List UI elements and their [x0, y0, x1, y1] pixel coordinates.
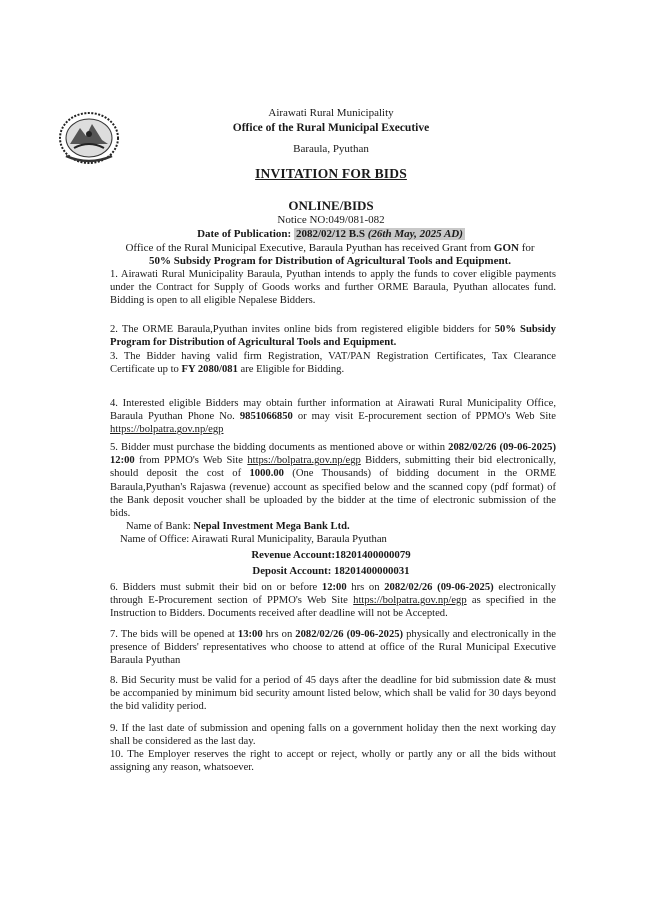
- p5-c: Bidders, submitting their bid electronically, should deposit the cost of: [110, 455, 556, 480]
- p6-c: electronically through E-Procurement section of PPMO's Web Site: [110, 582, 556, 607]
- p4-url-link[interactable]: https://bolpatra.gov.np/egp: [110, 424, 224, 436]
- publication-date-bs: 2082/02/12 B.S: [295, 228, 366, 240]
- intro-paragraph: [100, 242, 560, 268]
- p6-date: 2082/02/26 (09-06-2025): [384, 582, 494, 593]
- p6-b: hrs on: [346, 582, 385, 593]
- publication-date: [0, 228, 662, 240]
- p7-time: 13:00: [237, 629, 263, 640]
- p5-b: from PPMO's Web Site: [134, 455, 248, 467]
- publication-date-ad: (26th May, 2025 AD): [367, 228, 463, 240]
- p3-fy: FY 2080/081: [181, 364, 238, 376]
- p6-d: as specified in the Instruction to Bidders. Documents received after deadline will not be Accepted.: [110, 595, 556, 620]
- paragraph-6: [110, 581, 556, 621]
- p2-text: 2. The ORME Baraula,Pyuthan invites online bids from registered eligible bidders for: [110, 324, 495, 335]
- p7-a: 7. The bids will be opened at: [110, 629, 238, 640]
- notice-number: Notice NO:049/081-082: [277, 214, 385, 226]
- office-location: Baraula, Pyuthan: [293, 143, 369, 155]
- intro-text: Office of the Rural Municipal Executive, Baraula Pyuthan has received Grant from: [125, 242, 494, 254]
- p3-tail: are Eligible for Bidding.: [237, 364, 345, 376]
- paragraph-3: [110, 350, 556, 376]
- bank-name-value: Nepal Investment Mega Bank Ltd.: [193, 521, 350, 532]
- office-name: Office of the Rural Municipal Executive: [232, 122, 430, 134]
- p5-a: 5. Bidder must purchase the bidding documents as mentioned above or within: [110, 442, 449, 453]
- p6-a: 6. Bidders must submit their bid on or before: [110, 582, 322, 593]
- page-title: INVITATION FOR BIDS: [255, 166, 407, 181]
- p4-mid: or may visit E-procurement section of PPMO's Web Site: [292, 411, 557, 423]
- intro-for: for: [518, 242, 535, 254]
- paragraph-1: 1. Airawati Rural Municipality Baraula, Pyuthan intends to apply the funds to cover eligible payments under the Contract for Supply of Goods works and further ORME Baraula, Pyuthan allocates fund. Bidding is open to all eligible Nepalese Bidders.: [110, 269, 556, 307]
- p5-cost: 1000.00: [249, 468, 284, 480]
- p6-time: 12:00: [321, 582, 347, 593]
- p7-c: physically and electronically in the presence of Bidders' representatives who choose to attend at office of the Rural Municipal Executive Baraula Pyuthan: [110, 629, 556, 667]
- paragraph-2: [110, 323, 556, 349]
- p4-phone: 9851066850: [239, 411, 293, 423]
- office-account-name: [120, 533, 387, 546]
- p5-d: (One Thousands) of bidding document in the ORME Baraula,Pyuthan's Rajaswa (revenue) account as specified below and the scanned copy (pdf format) of the Bank deposit voucher shall be uploaded by the bidder at the time of electronic submission of the bids.: [110, 468, 556, 520]
- paragraph-9: 9. If the last date of submission and opening falls on a government holiday then the next working day shall be considered as the last day.: [110, 723, 556, 748]
- paragraph-5: [110, 441, 556, 520]
- deposit-account: Deposit Account: 18201400000031: [252, 565, 410, 577]
- publication-label: Date of Publication:: [197, 228, 292, 240]
- p4-text: 4. Interested eligible Bidders may obtain further information at Airawati Rural Municipality Office, Baraula Pyuthan Phone No.: [110, 398, 556, 423]
- p5-url-link[interactable]: https://bolpatra.gov.np/egp: [247, 455, 361, 467]
- paragraph-8: 8. Bid Security must be valid for a period of 45 days after the deadline for bid submission date & must be accompanied by minimum bid security amount listed below, which shall be valid for 30 days beyond the bid validity period.: [110, 675, 556, 713]
- municipality-name: Airawati Rural Municipality: [268, 107, 394, 119]
- intro-funder: GON: [493, 242, 519, 254]
- paragraph-4: [110, 397, 556, 437]
- revenue-account: Revenue Account:18201400000079: [251, 549, 411, 561]
- office-value: Airawati Rural Municipality, Baraula Pyuthan: [191, 534, 387, 545]
- p6-url-link[interactable]: https://bolpatra.gov.np/egp: [353, 595, 467, 607]
- publication-date-highlight: [294, 228, 465, 240]
- p7-date: 2082/02/26 (09-06-2025): [295, 629, 404, 640]
- paragraph-10: 10. The Employer reserves the right to accept or reject, wholly or partly any or all the bids without assigning any reason, whatsoever.: [110, 749, 556, 774]
- office-label: Name of Office:: [120, 534, 192, 545]
- p5-deadline: 2082/02/26 (09-06-2025) 12:00: [110, 442, 556, 467]
- p3-text: 3. The Bidder having valid firm Registration, VAT/PAN Registration Certificates, Tax Clearance Certificate up to: [110, 351, 556, 376]
- p7-b: hrs on: [262, 629, 296, 640]
- bank-name: [126, 520, 350, 533]
- intro-program: 50% Subsidy Program for Distribution of Agricultural Tools and Equipment.: [148, 255, 512, 267]
- page-subtitle: ONLINE/BIDS: [288, 198, 374, 213]
- bank-name-label: Name of Bank:: [126, 521, 194, 532]
- p2-program: 50% Subsidy Program for Distribution of Agricultural Tools and Equipment.: [110, 324, 556, 349]
- paragraph-7: [110, 628, 556, 668]
